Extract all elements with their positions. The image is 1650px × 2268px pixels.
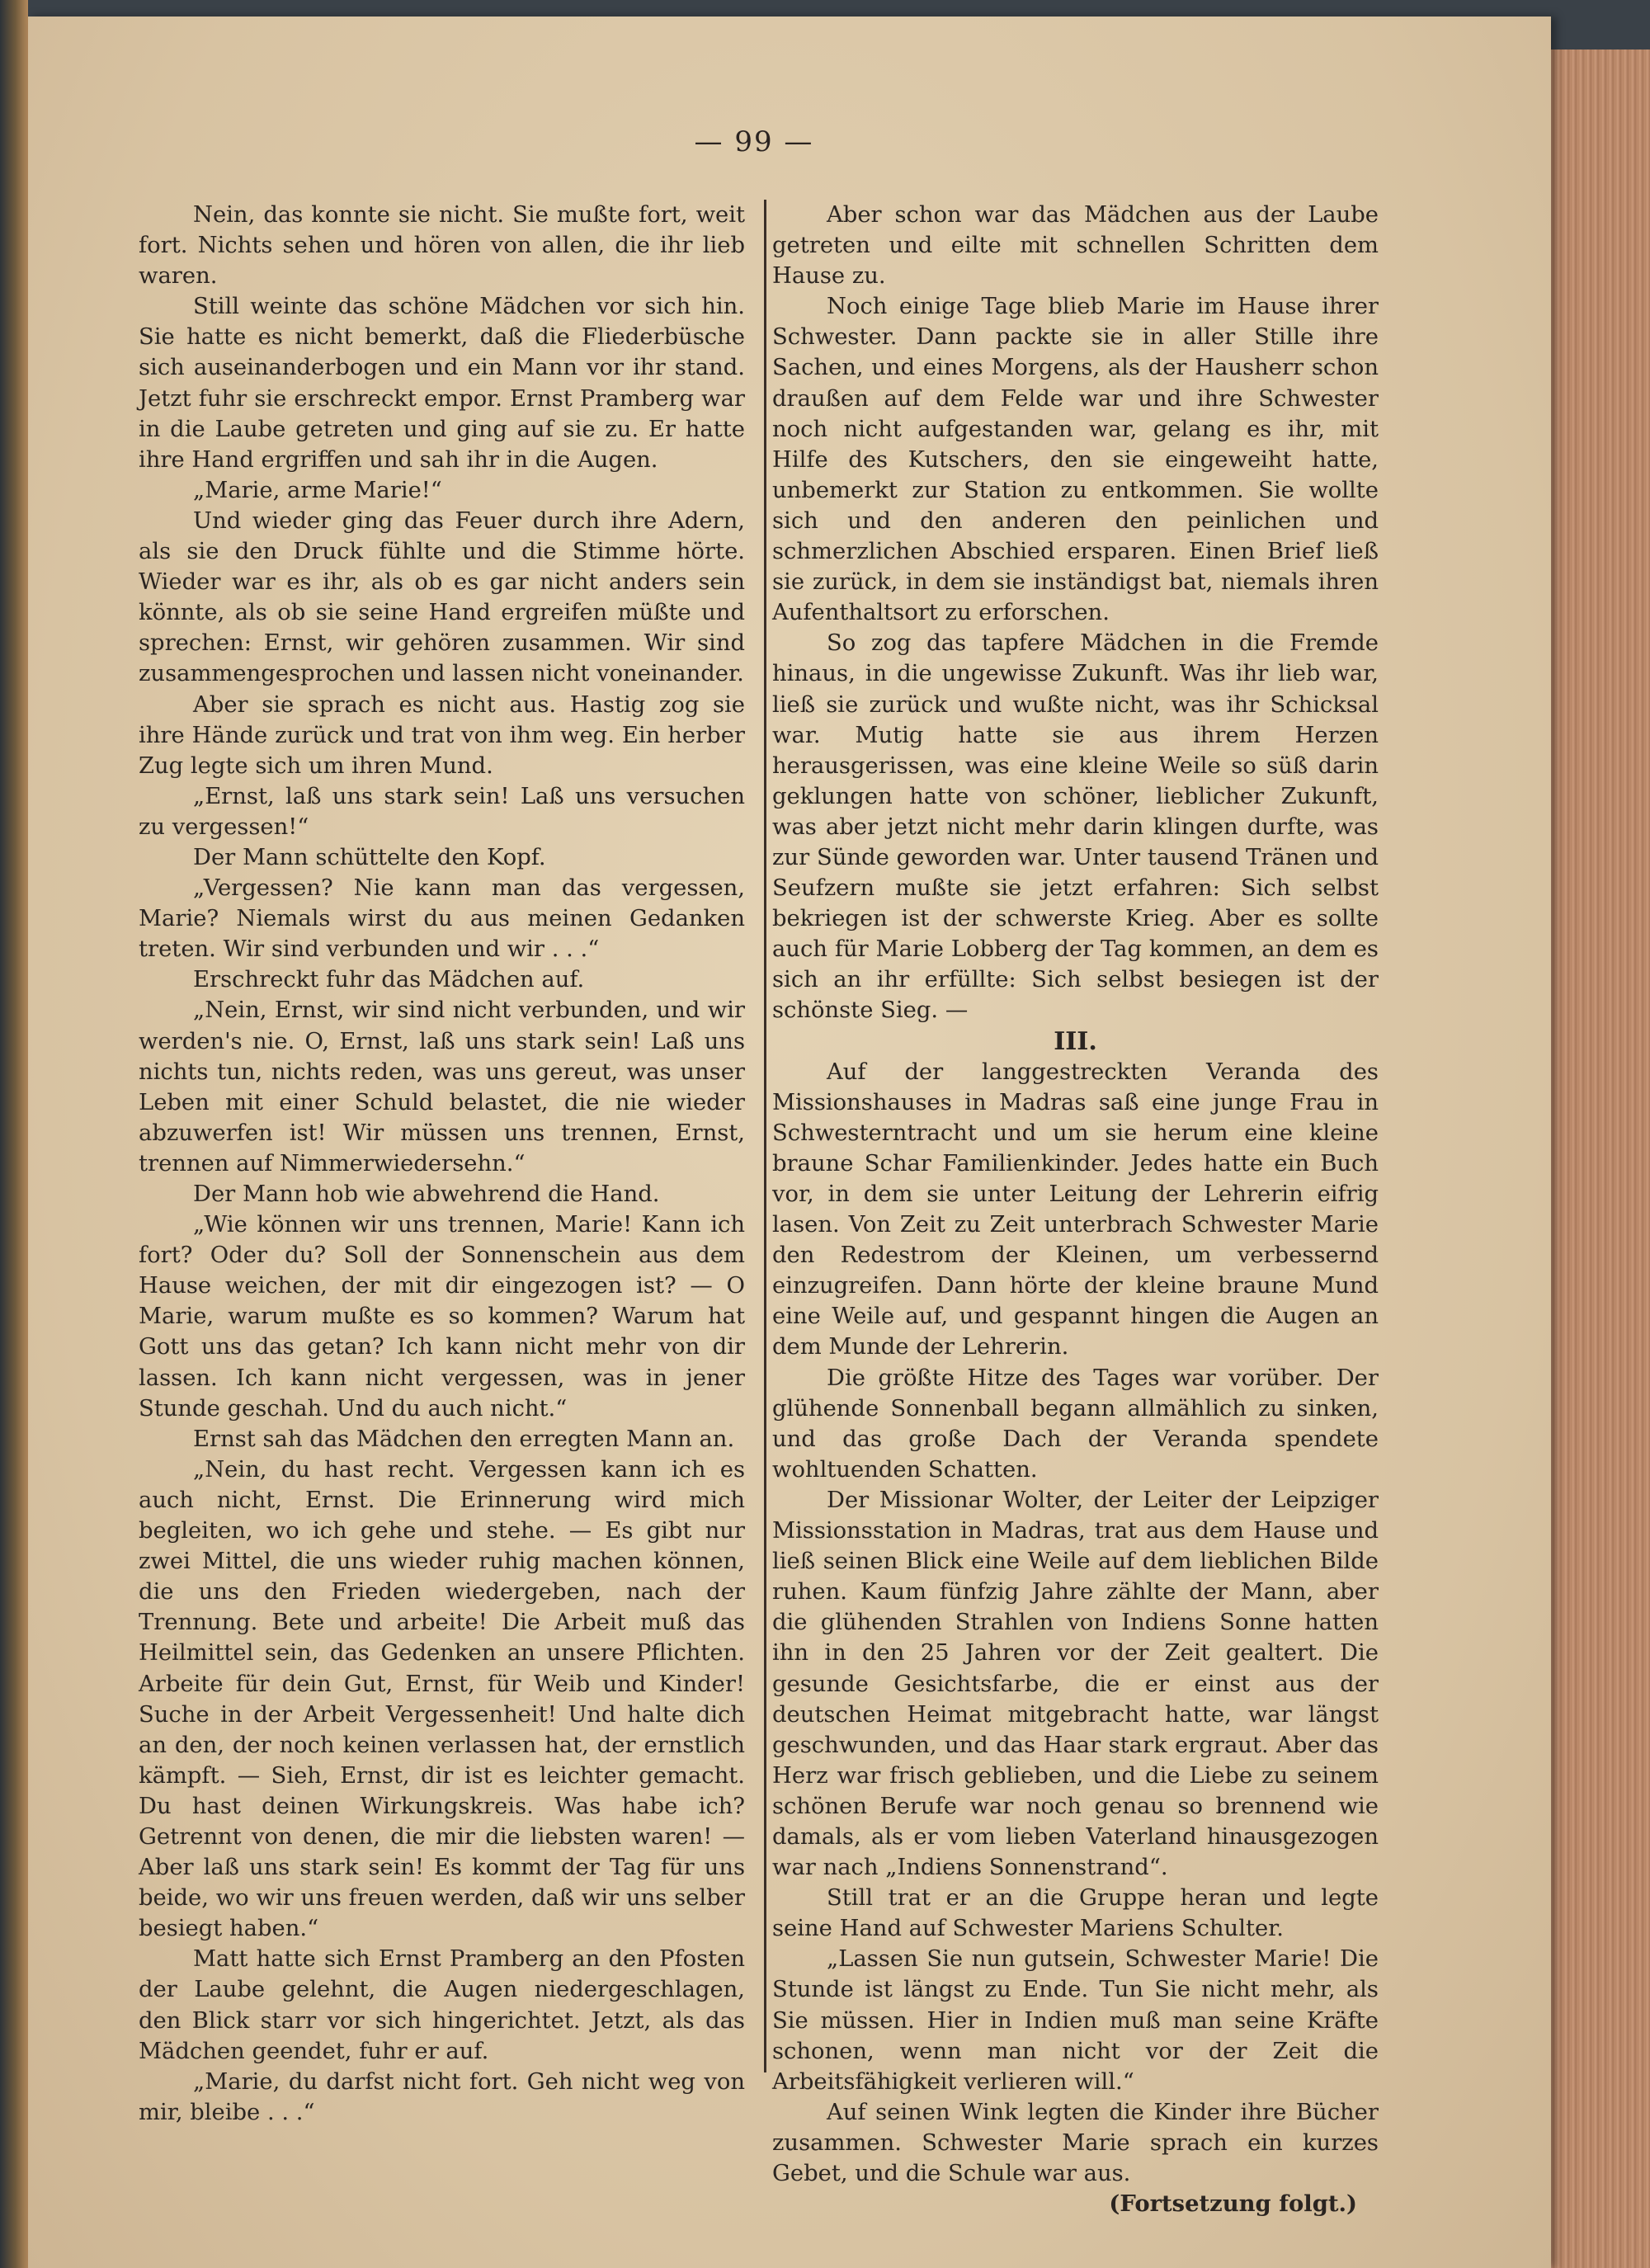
page-number: — 99 — [694, 125, 814, 158]
paragraph: Matt hatte sich Ernst Pramberg an den Pfosten der Laube gelehnt, die Augen niedergeschlagen, den Blick starr vor sich hingerichtet. Jetzt, als das Mädchen geendet, fuhr er auf. [139, 1946, 745, 2064]
paragraph: „Marie, arme Marie!“ [193, 477, 442, 503]
paragraph: „Marie, du darfst nicht fort. Geh nicht weg von mir, bleibe . . .“ [139, 2068, 745, 2125]
paragraph: Auf seinen Wink legten die Kinder ihre Bücher zusammen. Schwester Marie sprach ein kurzes Gebet, und die Schule war aus. [772, 2099, 1379, 2186]
paragraph: Die größte Hitze des Tages war vorüber. Der glühende Sonnenball begann allmählich zu sinken, und das große Dach der Veranda spendete wohltuenden Schatten. [772, 1365, 1379, 1483]
paragraph: Aber schon war das Mädchen aus der Laube getreten und eilte mit schnellen Schritten dem Hause zu. [772, 202, 1379, 290]
paragraph: „Lassen Sie nun gutsein, Schwester Marie! Die Stunde ist längst zu Ende. Tun Sie nicht mehr, als Sie müssen. Hier in Indien muß man seine Kräfte schonen, wenn man nicht vor der Zeit die Arbeitsfähigkeit verlieren will.“ [772, 1946, 1379, 2095]
paragraph: „Ernst, laß uns stark sein! Laß uns versuchen zu vergessen!“ [139, 783, 745, 840]
paragraph: Erschreckt fuhr das Mädchen auf. [193, 967, 585, 993]
paragraph: „Nein, Ernst, wir sind nicht verbunden, und wir werden's nie. O, Ernst, laß uns stark sein! Laß uns nichts tun, nichts reden, was uns gereut, was unser Leben mit einer Schuld belastet, die nie wieder abzuwerfen ist! Wir müssen uns trennen, Ernst, trennen auf Nimmerwiedersehn.“ [139, 997, 745, 1176]
paragraph: „Wie können wir uns trennen, Marie! Kann ich fort? Oder du? Soll der Sonnenschein aus dem Hause weichen, der mit dir eingezogen ist? — O Marie, warum mußte es so kommen? Warum hat Gott uns das getan? Ich kann nicht mehr von dir lassen. Ich kann nicht vergessen, was in jener Stunde geschah. Und du auch nicht.“ [139, 1212, 745, 1422]
paragraph: Der Mann hob wie abwehrend die Hand. [193, 1181, 660, 1207]
right-text-column [772, 200, 1379, 2219]
paragraph: „Vergessen? Nie kann man das vergessen, Marie? Niemals wirst du aus meinen Gedanken treten. Wir sind verbunden und wir . . .“ [139, 875, 745, 963]
paragraph: Der Mann schüttelte den Kopf. [193, 844, 546, 870]
paragraph: Noch einige Tage blieb Marie im Hause ihrer Schwester. Dann packte sie in aller Stille ihre Sachen, und eines Morgens, als der Hausherr schon draußen auf dem Felde war und ihre Schwester noch nicht aufgestanden war, gelang es ihr, mit Hilfe des Kutschers, den sie eingeweiht hatte, unbemerkt zur Station zu entkommen. Sie wollte sich und den anderen den peinlichen und schmerzlichen Abschied ersparen. Einen Brief ließ sie zurück, in dem sie inständigst bat, niemals ihren Aufenthaltsort zu erforschen. [772, 294, 1379, 626]
continued-note: (Fortsetzung folgt.) [1109, 2190, 1357, 2218]
paragraph: Und wieder ging das Feuer durch ihre Adern, als sie den Druck fühlte und die Stimme hörte. Wieder war es ihr, als ob es gar nicht anders sein könnte, als ob sie seine Hand ergreifen müßte und sprechen: Ernst, wir gehören zusammen. Wir sind zusammengesprochen und lassen nicht voneinander. [139, 507, 745, 687]
book-page-edges [1541, 50, 1650, 2268]
paragraph: „Nein, du hast recht. Vergessen kann ich es auch nicht, Ernst. Die Erinnerung wird mich begleiten, wo ich gehe und stehe. — Es gibt nur zwei Mittel, die uns wieder ruhig machen können, die uns den Frieden wiedergeben, nach der Trennung. Bete und arbeite! Die Arbeit muß das Heilmittel sein, das Gedenken an unsere Pflichten. Arbeite für dein Gut, Ernst, für Weib und Kinder! Suche in der Arbeit Vergessenheit! Und halte dich an den, der noch keinen verlassen hat, der ernstlich kämpft. — Sieh, Ernst, dir ist es leichter gemacht. Du hast deinen Wirkungskreis. Was habe ich? Getrennt von denen, die mir die liebsten waren! — Aber laß uns stark sein! Es kommt der Tag für uns beide, wo wir uns freuen werden, daß wir uns selber besiegt haben.“ [139, 1456, 745, 1942]
left-text-column [139, 200, 745, 2128]
column-divider [764, 200, 766, 2072]
paragraph: So zog das tapfere Mädchen in die Fremde hinaus, in die ungewisse Zukunft. Was ihr lieb war, ließ sie zurück und wußte nicht, was ihr Schicksal war. Mutig hatte sie aus ihrem Herzen herausgerissen, was eine kleine Weile so süß darin geklungen hatte von schöner, lieblicher Zukunft, was aber jetzt nicht mehr darin klingen durfte, was zur Sünde geworden war. Unter tausend Tränen und Seufzern mußte sie jetzt erfahren: Sich selbst bekriegen ist der schwerste Krieg. Aber es sollte auch für Marie Lobberg der Tag kommen, an dem es sich an ihr erfüllte: Sich selbst besiegen ist der schönste Sieg. — [772, 630, 1379, 1024]
book-page [28, 17, 1551, 2268]
paragraph: Ernst sah das Mädchen den erregten Mann an. [193, 1426, 735, 1452]
paragraph: Still trat er an die Gruppe heran und legte seine Hand auf Schwester Mariens Schulter. [772, 1885, 1379, 1942]
scan-background-left [0, 0, 28, 2268]
paragraph: Nein, das konnte sie nicht. Sie mußte fort, weit fort. Nichts sehen und hören von allen, die ihr lieb waren. [139, 202, 745, 290]
paragraph: Der Missionar Wolter, der Leiter der Leipziger Missionsstation in Madras, trat aus dem Hause und ließ seinen Blick eine Weile auf dem lieblichen Bilde ruhen. Kaum fünfzig Jahre zählte der Mann, aber die glühenden Strahlen von Indiens Sonne hatten ihn in den 25 Jahren vor der Zeit gealtert. Die gesunde Gesichtsfarbe, die er einst aus der deutschen Heimat mitgebracht hatte, war längst geschwunden, und das Haar stark ergraut. Aber das Herz war frisch geblieben, und die Liebe zu seinem schönen Berufe war noch genau so brennend wie damals, als er vom lieben Vaterland hinausgezogen war nach „Indiens Sonnenstrand“. [772, 1487, 1379, 1881]
paragraph: Still weinte das schöne Mädchen vor sich hin. Sie hatte es nicht bemerkt, daß die Fliederbüsche sich auseinanderbogen und ein Mann vor ihr stand. Jetzt fuhr sie erschreckt empor. Ernst Pramberg war in die Laube getreten und ging auf sie zu. Er hatte ihre Hand ergriffen und sah ihr in die Augen. [139, 294, 745, 473]
paragraph: Aber sie sprach es nicht aus. Hastig zog sie ihre Hände zurück und trat von ihm weg. Ein herber Zug legte sich um ihren Mund. [139, 691, 745, 779]
section-heading: III. [1054, 1026, 1097, 1056]
paragraph: Auf der langgestreckten Veranda des Missionshauses in Madras saß eine junge Frau in Schwesterntracht und um sie herum eine kleine braune Schar Familienkinder. Jedes hatte ein Buch vor, in dem sie unter Leitung der Lehrerin eifrig lasen. Von Zeit zu Zeit unterbrach Schwester Marie den Redestrom der Kleinen, um verbessernd einzugreifen. Dann hörte der kleine braune Mund eine Weile auf, und gespannt hingen die Augen an dem Munde der Lehrerin. [772, 1059, 1379, 1360]
